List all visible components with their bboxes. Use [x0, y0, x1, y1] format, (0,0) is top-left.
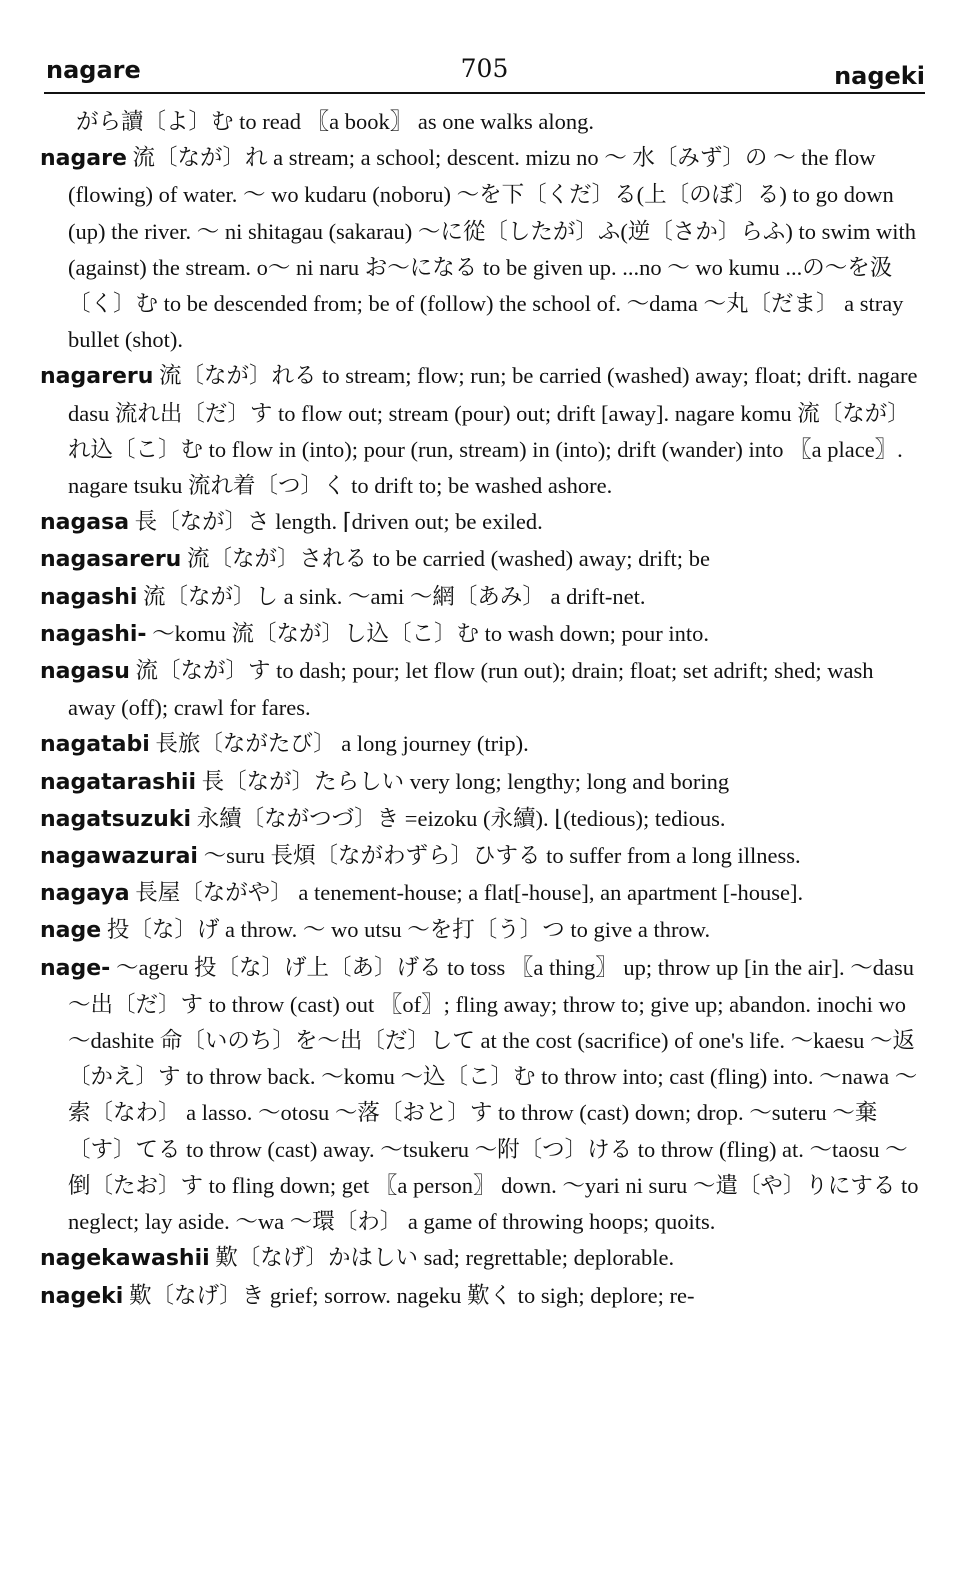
entry-text: 歎〔なげ〕かはしい sad; regrettable; deplorable.: [215, 1245, 675, 1271]
dictionary-entry: [40, 875, 921, 912]
dictionary-entry: [40, 616, 921, 653]
entry-text: ～komu 流〔なが〕し込〔こ〕む to wash down; pour into.: [152, 620, 710, 646]
entry-text: 長〔なが〕さ length. ⌈driven out; be exiled.: [134, 509, 543, 535]
entry-text: 投〔な〕げ a throw. ～ wo utsu ～を打〔う〕つ to give a throw.: [106, 917, 711, 943]
dictionary-entry: [40, 912, 921, 949]
entry-headword: nagasu: [40, 659, 130, 685]
entry-text: 流〔なが〕し a sink. ～ami ～網〔あみ〕 a drift-net.: [143, 583, 646, 609]
entry-headword: nagatabi: [40, 732, 150, 758]
entry-headword: nagare: [40, 146, 127, 172]
page-number: 705: [460, 54, 509, 83]
entry-headword: nagasareru: [40, 547, 182, 573]
entry-text: 流〔なが〕れる to stream; flow; run; be carried (washed) away; float; drift. nagare dasu 流れ出〔だ〕す to flow out; stream (pour) out; drift [away]. nagare komu 流〔なが〕れ込〔こ〕む to flow in (into); pour (run, stream) in (into); drift (wander) into 〖a place〗. nagare tsuku 流れ着〔つ〕く to drift to; be washed ashore.: [68, 363, 918, 499]
dictionary-entry: [40, 1278, 921, 1315]
entry-text: がら讀〔よ〕む to read 〖a book〗 as one walks along.: [76, 109, 595, 134]
dictionary-entry: [40, 579, 921, 616]
dictionary-entry: [40, 726, 921, 763]
dictionary-entry: [40, 504, 921, 541]
entry-text: 長〔なが〕たらしい very long; lengthy; long and boring: [201, 768, 730, 794]
entry-text: 流〔なが〕れ a stream; a school; descent. mizu no ～ 水〔みず〕の ～ the flow (flowing) of water. ～ wo kudaru (noboru) ～を下〔くだ〕る(上〔のぼ〕る) to go down (up) the river. ～ ni shitagau (sakarau) ～に從〔したが〕ふ(逆〔さか〕らふ) to swim with (against) the stream. o～ ni naru お～になる to be given up. ...no ～ wo kumu ...の～を汲〔く〕む to be descended from; be of (follow) the school of. ～dama ～丸〔だま〕 a stray bullet (shot).: [68, 145, 917, 353]
entry-headword: nagekawashii: [40, 1246, 210, 1272]
entry-text: ～suru 長煩〔ながわずら〕ひする to suffer from a long illness.: [203, 843, 801, 869]
entry-headword: nage: [40, 918, 102, 944]
dictionary-entry: [40, 104, 921, 140]
dictionary-entry: [40, 950, 921, 1241]
entry-text: 長屋〔ながや〕 a tenement-house; a flat[-house], an apartment [-house].: [135, 880, 804, 906]
header-right-guideword: nageki: [834, 62, 925, 90]
entry-headword: nagareru: [40, 364, 154, 390]
entries-column: [40, 104, 921, 1315]
dictionary-entry: [40, 801, 921, 838]
header-left-guideword: nagare: [46, 56, 141, 84]
entry-headword: nagawazurai: [40, 844, 198, 870]
entry-headword: nagashi-: [40, 621, 147, 647]
dictionary-entry: [40, 358, 921, 504]
entry-headword: nagashi: [40, 584, 138, 610]
dictionary-entry: [40, 838, 921, 875]
entry-headword: nagaya: [40, 881, 130, 907]
entry-headword: nagatsuzuki: [40, 806, 192, 832]
entry-headword: nagatarashii: [40, 769, 196, 795]
dictionary-entry: [40, 140, 921, 358]
entry-headword: nagasa: [40, 510, 130, 536]
entry-text: 長旅〔ながたび〕 a long journey (trip).: [155, 731, 529, 757]
page-header: [44, 52, 925, 94]
entry-text: ～ageru 投〔な〕げ上〔あ〕げる to toss 〖a thing〗 up; throw up [in the air]. ～dasu ～出〔だ〕す to throw (cast) out 〖of〗; fling away; throw to; give up; abandon. inochi wo ～dashite 命〔いのち〕を～出〔だ〕して at the cost (sacrifice) of one's life. ～kaesu ～返〔かえ〕す to throw back. ～komu ～込〔こ〕む to throw into; cast (fling) into. ～nawa ～索〔なわ〕 a lasso. ～otosu ～落〔おと〕す to throw (cast) down; drop. ～suteru ～棄〔す〕てる to throw (cast) away. ～tsukeru ～附〔つ〕ける to throw (fling) at. ～taosu ～倒〔たお〕す to fling down; get 〖a person〗 down. ～yari ni suru ～遣〔や〕りにする to neglect; lay aside. ～wa ～環〔わ〕 a game of throwing hoops; quoits.: [68, 954, 919, 1235]
entry-text: 流〔なが〕される to be carried (washed) away; drift; be: [186, 546, 710, 572]
entry-headword: nageki: [40, 1283, 124, 1309]
entry-headword: nage-: [40, 955, 111, 981]
entry-text: 永續〔ながつづ〕き =eizoku (永續). ⌊(tedious); tedious.: [196, 805, 726, 831]
dictionary-entry: [40, 653, 921, 726]
entry-text: 歎〔なげ〕き grief; sorrow. nageku 歎く to sigh; deplore; re-: [128, 1282, 695, 1308]
entry-text: 流〔なが〕す to dash; pour; let flow (run out); drain; float; set adrift; shed; wash away (off); crawl for fares.: [68, 658, 874, 721]
dictionary-entry: [40, 541, 921, 578]
dictionary-entry: [40, 1240, 921, 1277]
dictionary-entry: [40, 764, 921, 801]
